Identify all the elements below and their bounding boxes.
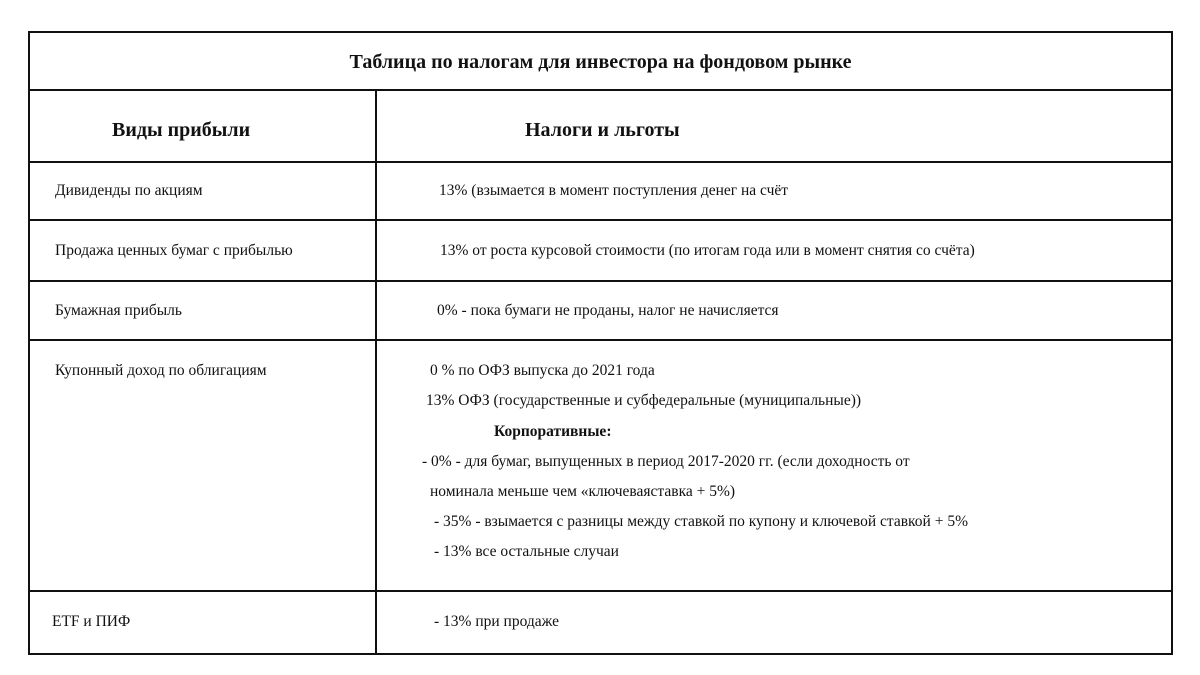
row-divider — [30, 89, 1171, 91]
row-tax-line: 0 % по ОФЗ выпуска до 2021 года — [430, 362, 655, 379]
row-type: Продажа ценных бумаг с прибылью — [55, 242, 293, 259]
row-tax-line: номинала меньше чем «ключеваяставка + 5%) — [430, 483, 736, 500]
header-taxes: Налоги и льготы — [525, 119, 680, 141]
header-profit-types: Виды прибыли — [112, 119, 251, 141]
row-tax: 13% от роста курсовой стоимости (по итогам года или в момент снятия со счёта) — [440, 242, 975, 259]
row-tax: 13% (взымается в момент поступления денег на счёт — [439, 182, 789, 199]
row-tax: - 13% при продаже — [434, 613, 560, 630]
row-divider — [30, 590, 1171, 592]
row-type: Купонный доход по облигациям — [55, 362, 267, 379]
row-divider — [30, 339, 1171, 341]
row-tax-subheading: Корпоративные: — [494, 423, 612, 440]
row-type: Дивиденды по акциям — [55, 182, 203, 199]
row-tax: 0% - пока бумаги не проданы, налог не начисляется — [437, 302, 779, 319]
row-divider — [30, 161, 1171, 163]
row-tax-line: - 35% - взымается с разницы между ставкой по купону и ключевой ставкой + 5% — [434, 513, 968, 530]
row-type: ETF и ПИФ — [52, 613, 131, 630]
tax-table — [28, 31, 1173, 655]
column-divider — [375, 91, 377, 653]
row-tax-line: - 13% все остальные случаи — [434, 543, 619, 560]
row-tax-line: 13% ОФЗ (государственные и субфедеральные (муниципальные)) — [426, 392, 862, 409]
row-divider — [30, 219, 1171, 221]
table-title: Таблица по налогам для инвестора на фондовом рынке — [349, 50, 852, 73]
row-tax-line: - 0% - для бумаг, выпущенных в период 2017-2020 гг. (если доходность от — [422, 453, 910, 470]
row-type: Бумажная прибыль — [55, 302, 182, 319]
row-divider — [30, 280, 1171, 282]
